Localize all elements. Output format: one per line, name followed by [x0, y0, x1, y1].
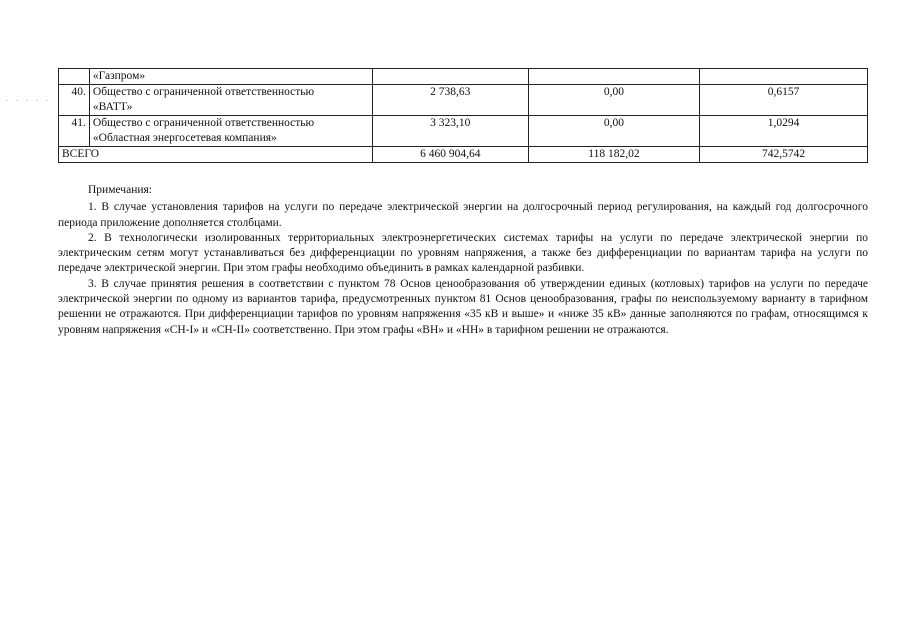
notes-title: Примечания: [88, 184, 152, 196]
organization-name-line: Общество с ограниченной ответственностью [92, 86, 315, 98]
value-col-1: 3 323,10 [372, 116, 528, 147]
row-number: 41. [59, 116, 90, 147]
notes-section [58, 183, 868, 338]
tariff-table [58, 68, 868, 163]
value-col-3: 0,6157 [700, 85, 868, 116]
total-col-3: 742,5742 [700, 147, 868, 163]
value-col-2: 0,00 [528, 116, 700, 147]
note-item: 2. В технологически изолированных территориальных электроэнергетических системах тарифы на услуги по передаче электрической энергии по электрическим сетям могут устанавливаться без дифференциации по уровням напряжения, а также без дифференциации по вариантам тарифа на услуги по передаче электрической энергии. При этом графы необходимо объединить в рамках календарной разбивки. [58, 231, 868, 275]
total-col-2: 118 182,02 [528, 147, 700, 163]
organization-name-line: «Газпром» [92, 70, 146, 82]
note-item: 1. В случае установления тарифов на услуги по передаче электрической энергии на долгосрочный период регулирования, на каждый год долгосрочного периода приложение дополняется столбцами. [58, 201, 868, 229]
value-col-2: 0,00 [528, 85, 700, 116]
value-col-1 [372, 69, 528, 85]
organization-name [89, 116, 372, 147]
total-label: ВСЕГО [59, 147, 373, 163]
organization-name-line: Общество с ограниченной ответственностью [92, 117, 315, 129]
value-col-3: 1,0294 [700, 116, 868, 147]
organization-name-line: «ВАТТ» [92, 101, 133, 113]
organization-name [89, 85, 372, 116]
value-col-1: 2 738,63 [372, 85, 528, 116]
note-item: 3. В случае принятия решения в соответствии с пунктом 78 Основ ценообразования об утверждении единых (котловых) тарифов на услуги по передаче электрической энергии по одному из вариантов тарифа, предусмотренных пунктом 81 Основ ценообразования, графы по неиспользуемому варианту в тарифном решении не отражаются. При дифференциации тарифов по уровням напряжения «35 кВ и выше» и «ниже 35 кВ» данные заполняются по графам, относящимся к уровням напряжения «СН-I» и «СН-II» соответственно. При этом графы «ВН» и «НН» в тарифном решении не отражаются. [58, 277, 868, 336]
row-number [59, 69, 90, 85]
total-row [59, 147, 868, 163]
table-row [59, 69, 868, 85]
organization-name [89, 69, 372, 85]
scan-speck: . . . . . [6, 94, 51, 103]
value-col-3 [700, 69, 868, 85]
table-row [59, 85, 868, 116]
total-col-1: 6 460 904,64 [372, 147, 528, 163]
value-col-2 [528, 69, 700, 85]
table-row [59, 116, 868, 147]
organization-name-line: «Областная энергосетевая компания» [92, 132, 277, 144]
row-number: 40. [59, 85, 90, 116]
